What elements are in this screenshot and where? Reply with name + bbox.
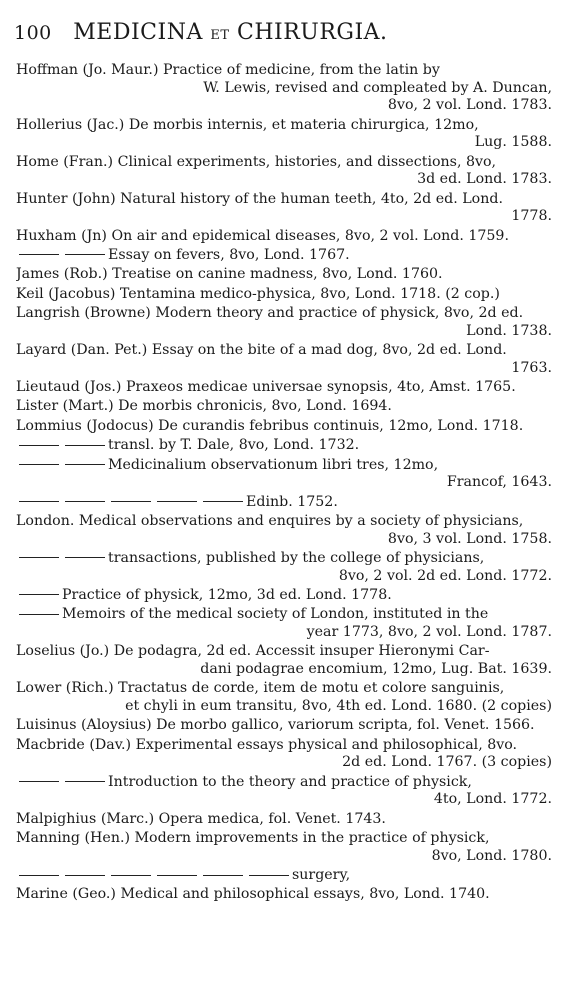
ditto-dash [65, 445, 105, 446]
catalogue-entries [16, 62, 552, 906]
ditto-dash [65, 557, 105, 558]
ditto-dash [65, 875, 105, 876]
catalogue-entry [16, 286, 552, 304]
entry-text: Hunter (John) Natural history of the human teeth, 4to, 2d ed. Lond. [16, 190, 503, 207]
catalogue-entry [16, 550, 552, 585]
entry-text: Edinb. 1752. [246, 493, 338, 510]
ditto-dash [19, 781, 59, 782]
entry-first-line [16, 418, 552, 436]
catalogue-entry [16, 643, 552, 678]
entry-text: Loselius (Jo.) De podagra, 2d ed. Accessit insuper Hieronymi Car- [16, 643, 490, 660]
entry-first-line [16, 830, 552, 848]
catalogue-entry [16, 117, 552, 152]
ditto-dash [19, 254, 59, 255]
entry-first-line [16, 191, 552, 209]
entry-text: Lower (Rich.) Tractatus de corde, item de motu et colore sanguinis, [16, 680, 505, 697]
catalogue-entry [16, 606, 552, 641]
entry-text: Macbride (Dav.) Experimental essays physical and philosophical, 8vo. [16, 736, 518, 753]
catalogue-entry [16, 398, 552, 416]
entry-continuation-line: 8vo, 2 vol. 2d ed. Lond. 1772. [338, 567, 552, 584]
entry-text: Lieutaud (Jos.) Praxeos medicae universae synopsis, 4to, Amst. 1765. [16, 379, 516, 396]
entry-first-line [16, 305, 552, 323]
entry-first-line [16, 62, 552, 80]
ditto-dash [65, 464, 105, 465]
catalogue-entry [16, 774, 552, 809]
catalogue-entry [16, 886, 552, 904]
entry-first-line [16, 774, 552, 792]
entry-first-line [16, 680, 552, 698]
catalogue-entry [16, 513, 552, 548]
entry-first-line [16, 587, 552, 605]
catalogue-entry [16, 305, 552, 340]
entry-text: Medicinalium observationum libri tres, 12mo, [108, 456, 439, 473]
ditto-dash [19, 445, 59, 446]
entry-text: Huxham (Jn) On air and epidemical diseases, 8vo, 2 vol. Lond. 1759. [16, 227, 509, 244]
ditto-dash [65, 501, 105, 502]
catalogue-entry [16, 587, 552, 605]
entry-text: Practice of physick, 12mo, 3d ed. Lond. 1778. [62, 586, 392, 603]
catalogue-entry [16, 680, 552, 715]
entry-text: James (Rob.) Treatise on canine madness, 8vo, Lond. 1760. [16, 266, 443, 283]
ditto-dash [19, 614, 59, 615]
catalogue-entry [16, 830, 552, 865]
entry-text: Luisinus (Aloysius) De morbo gallico, variorum scripta, fol. Venet. 1566. [16, 717, 535, 734]
entry-continuation-line: Lond. 1738. [466, 322, 552, 339]
entry-text: London. Medical observations and enquires by a society of physicians, [16, 513, 524, 529]
entry-first-line [16, 717, 552, 735]
ditto-dash [111, 875, 151, 876]
entry-continuation-line: 8vo, 3 vol. Lond. 1758. [387, 530, 552, 547]
ditto-dash [19, 557, 59, 558]
catalogue-entry [16, 266, 552, 284]
catalogue-entry [16, 228, 552, 246]
entry-first-line [16, 606, 552, 624]
entry-text: Essay on fevers, 8vo, Lond. 1767. [108, 246, 350, 263]
entry-text: Manning (Hen.) Modern improvements in the practice of physick, [16, 830, 490, 847]
entry-continuation-line: 3d ed. Lond. 1783. [417, 171, 552, 188]
entry-text: surgery, [292, 867, 351, 884]
ditto-dash [157, 875, 197, 876]
entry-first-line [16, 643, 552, 661]
entry-continuation-line: W. Lewis, revised and compleated by A. Duncan, [203, 79, 552, 96]
entry-first-line [16, 266, 552, 284]
ditto-dash [19, 501, 59, 502]
catalogue-entry [16, 717, 552, 735]
catalogue-entry [16, 342, 552, 377]
catalogue-entry [16, 191, 552, 226]
entry-text: Marine (Geo.) Medical and philosophical essays, 8vo, Lond. 1740. [16, 886, 490, 903]
catalogue-entry [16, 494, 552, 512]
entry-first-line [16, 886, 552, 904]
entry-first-line [16, 550, 552, 568]
entry-text: Lister (Mart.) De morbis chronicis, 8vo, Lond. 1694. [16, 398, 392, 415]
catalogue-entry [16, 867, 552, 885]
entry-first-line [16, 737, 552, 755]
entry-text: Home (Fran.) Clinical experiments, histories, and dissections, 8vo, [16, 153, 497, 170]
catalogue-entry [16, 737, 552, 772]
entry-continuation-line: 2d ed. Lond. 1767. (3 copies) [342, 754, 552, 771]
ditto-dash [65, 781, 105, 782]
ditto-dash [249, 875, 289, 876]
entry-first-line [16, 286, 552, 304]
entry-text: transactions, published by the college of physicians, [108, 549, 485, 566]
entry-first-line [16, 437, 552, 455]
entry-continuation-line: Lug. 1588. [474, 134, 552, 151]
entry-text: Hollerius (Jac.) De morbis internis, et materia chirurgica, 12mo, [16, 116, 479, 133]
catalogue-entry [16, 247, 552, 265]
catalogue-entry [16, 457, 552, 492]
entry-first-line [16, 811, 552, 829]
ditto-dash [157, 501, 197, 502]
ditto-dash [203, 501, 243, 502]
entry-first-line [16, 513, 552, 531]
entry-first-line [16, 154, 552, 172]
ditto-dash [111, 501, 151, 502]
ditto-dash [19, 875, 59, 876]
entry-continuation-line: et chyli in eum transitu, 8vo, 4th ed. Lond. 1680. (2 copies) [125, 697, 552, 714]
entry-text: Malpighius (Marc.) Opera medica, fol. Venet. 1743. [16, 810, 386, 827]
entry-text: Introduction to the theory and practice of physick, [108, 773, 472, 790]
entry-continuation-line: 1778. [511, 208, 552, 225]
catalogue-entry [16, 811, 552, 829]
catalogue-entry [16, 379, 552, 397]
entry-continuation-line: 8vo, 2 vol. Lond. 1783. [387, 97, 552, 114]
entry-text: transl. by T. Dale, 8vo, Lond. 1732. [108, 437, 360, 454]
entry-text: Keil (Jacobus) Tentamina medico-physica, 8vo, Lond. 1718. (2 cop.) [16, 285, 500, 302]
entry-first-line [16, 398, 552, 416]
entry-first-line [16, 247, 552, 265]
entry-text: Hoffman (Jo. Maur.) Practice of medicine, from the latin by [16, 62, 440, 78]
entry-continuation-line: 1763. [511, 359, 552, 376]
entry-continuation-line: Francof, 1643. [446, 474, 552, 491]
ditto-dash [19, 594, 59, 595]
catalogue-entry [16, 418, 552, 436]
catalogue-entry [16, 62, 552, 115]
page-number: 100 [14, 22, 52, 44]
entry-first-line [16, 867, 552, 885]
ditto-dash [65, 254, 105, 255]
entry-continuation-line: 4to, Lond. 1772. [433, 791, 552, 808]
ditto-dash [19, 464, 59, 465]
header-title-right: CHIRURGIA. [237, 20, 388, 45]
catalogue-entry [16, 154, 552, 189]
entry-first-line [16, 494, 552, 512]
catalogue-entry [16, 437, 552, 455]
entry-continuation-line: year 1773, 8vo, 2 vol. Lond. 1787. [306, 623, 552, 640]
running-header [14, 20, 554, 45]
entry-text: Memoirs of the medical society of London, instituted in the [62, 606, 489, 623]
header-title-left: MEDICINA [73, 20, 203, 45]
entry-first-line [16, 379, 552, 397]
entry-text: Lommius (Jodocus) De curandis febribus continuis, 12mo, Lond. 1718. [16, 417, 524, 434]
entry-continuation-line: dani podagrae encomium, 12mo, Lug. Bat. 1639. [200, 660, 552, 677]
entry-first-line [16, 117, 552, 135]
entry-first-line [16, 228, 552, 246]
entry-first-line [16, 342, 552, 360]
entry-text: Langrish (Browne) Modern theory and practice of physick, 8vo, 2d ed. [16, 305, 524, 322]
entry-text: Layard (Dan. Pet.) Essay on the bite of a mad dog, 8vo, 2d ed. Lond. [16, 342, 507, 359]
header-title-mid: ET [210, 28, 230, 43]
ditto-dash [203, 875, 243, 876]
entry-first-line [16, 457, 552, 475]
entry-continuation-line: 8vo, Lond. 1780. [431, 847, 552, 864]
